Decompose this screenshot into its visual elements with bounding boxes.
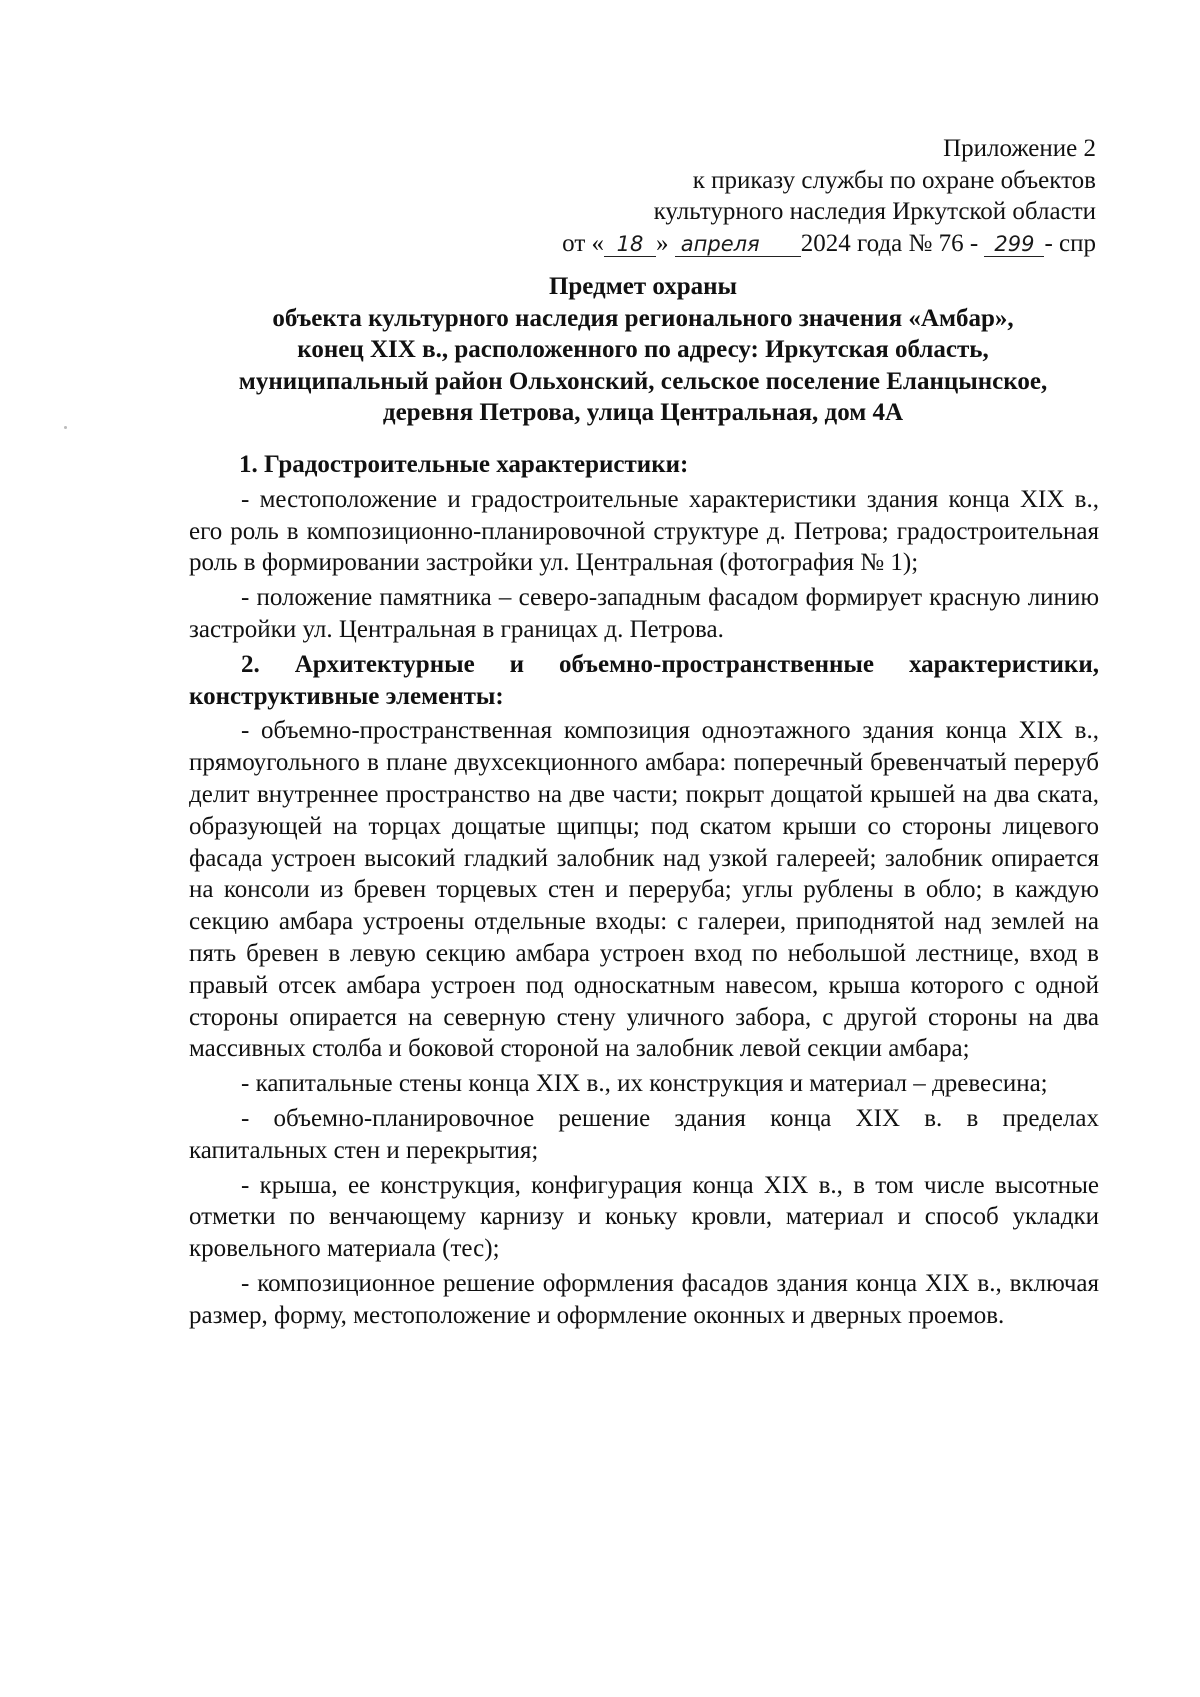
- handwritten-month: апреля: [675, 232, 801, 257]
- section-2-paragraph-4: - крыша, ее конструкция, конфигурация конца XIX в., в том числе высотные отметки по венчающему карнизу и коньку кровли, материал и способ укладки кровельного материала (тес);: [189, 1171, 1099, 1263]
- handwritten-order-number: 299: [984, 232, 1044, 257]
- appendix-title: Приложение 2: [943, 135, 1096, 162]
- section-1-paragraph-2: - положение памятника – северо-западным фасадом формирует красную линию застройки ул. Центральная в границах д. Петрова.: [189, 584, 1099, 643]
- date-year: 2024 года № 76 -: [800, 229, 985, 257]
- title-line-5: деревня Петрова, улица Центральная, дом 4А: [382, 399, 904, 426]
- title-line-4: муниципальный район Ольхонский, сельское поселение Еланцынское,: [238, 367, 1048, 395]
- document-body: [189, 449, 1099, 1335]
- section-1-heading: 1. Градостроительные характеристики:: [239, 451, 689, 478]
- date-prefix: от «: [562, 229, 605, 257]
- section-2-paragraph-1: - объемно-пространственная композиция одноэтажного здания конца XIX в., прямоугольного в плане двухсекционного амбара: поперечный бревенчатый переруб делит внутреннее пространство на две части; покрыт дощатой крышей на два ската, образующей на торцах дощатые щипцы; под скатом крыши со стороны лицевого фасада устроен высокий гладкий залобник над узкой галереей; залобник опирается на консоли из бревен торцевых стен и переруба; углы рублены в обло; в каждую секцию амбара устроены отдельные входы: с галереи, приподнятой над землей на пять бревен в левую секцию амбара устроен вход по небольшой лестнице, вход в правый отсек амбара устроен под односкатным навесом, крыша которого с одной стороны опирается на северную стену уличного забора, с другой стороны на два массивных столба и боковой стороной на залобник левой секции амбара;: [189, 717, 1099, 1063]
- date-mid: »: [656, 229, 675, 257]
- handwritten-day: 18: [604, 232, 656, 257]
- section-2-paragraph-2: - капитальные стены конца XIX в., их конструкция и материал – древесина;: [241, 1070, 1048, 1098]
- scan-speck: [64, 426, 67, 429]
- section-2-heading: 2. Архитектурные и объемно-пространственные характеристики, конструктивные элементы:: [189, 650, 1099, 710]
- document-title: [190, 271, 1096, 429]
- title-line-1: Предмет охраны: [548, 273, 738, 300]
- order-suffix: - спр: [1044, 229, 1096, 257]
- appendix-order-ref: к приказу службы по охране объектов: [692, 166, 1096, 194]
- title-line-2: объекта культурного наследия регионального значения «Амбар»,: [272, 304, 1014, 332]
- appendix-agency: культурного наследия Иркутской области: [653, 198, 1096, 225]
- section-2-paragraph-5: - композиционное решение оформления фасадов здания конца XIX в., включая размер, форму, местоположение и оформление оконных и дверных проемов.: [189, 1269, 1099, 1329]
- title-line-3: конец XIX в., расположенного по адресу: Иркутская область,: [297, 336, 989, 363]
- section-2-paragraph-3: - объемно-планировочное решение здания конца XIX в. в пределах капитальных стен и перекрытия;: [189, 1104, 1099, 1164]
- appendix-date-line: [562, 228, 1096, 260]
- section-1-paragraph-1: - местоположение и градостроительные характеристики здания конца XIX в., его роль в композиционно-планировочной структуре д. Петрова; градостроительная роль в формировании застройки ул. Центральная (фотография № 1);: [189, 485, 1099, 577]
- appendix-header: [562, 133, 1096, 259]
